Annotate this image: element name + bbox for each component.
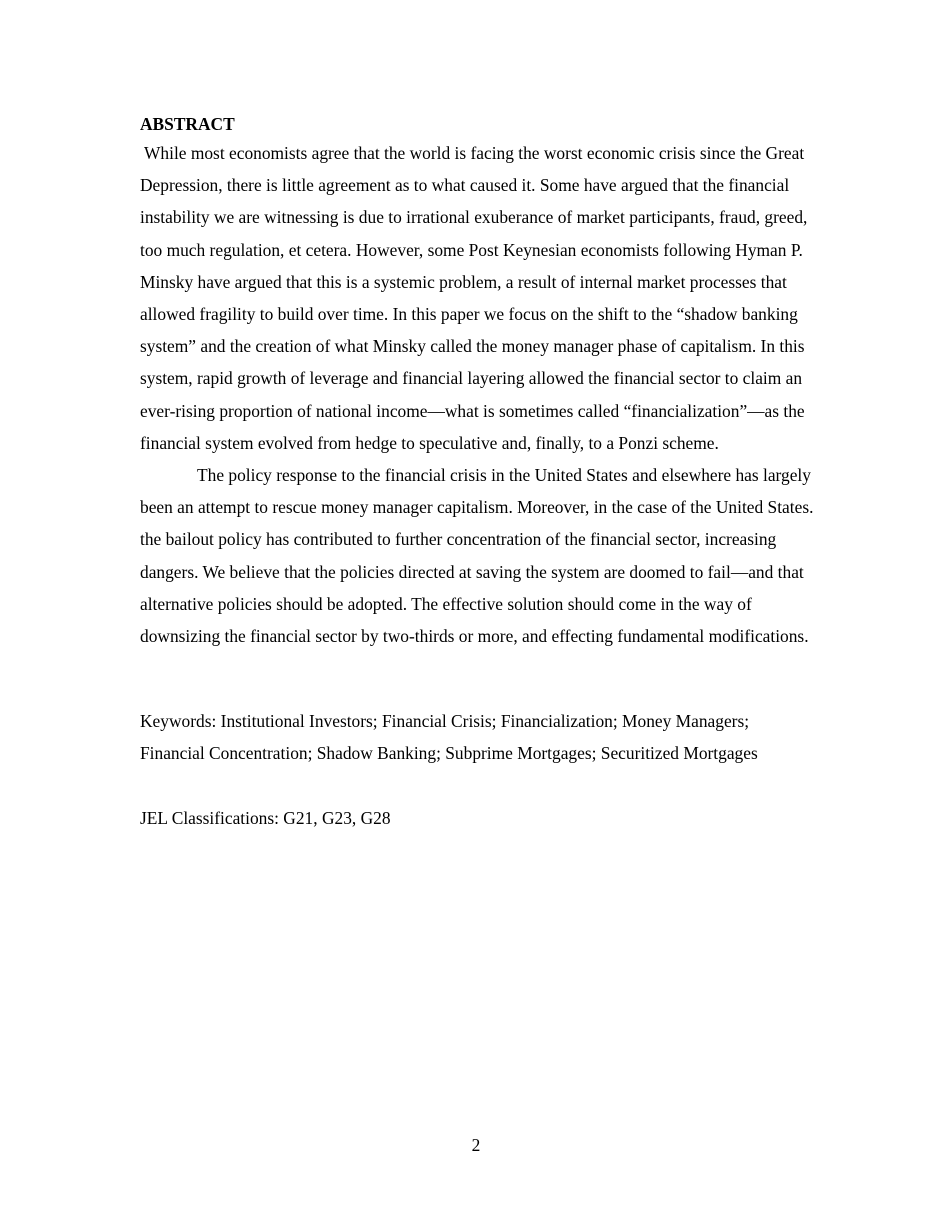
abstract-heading: ABSTRACT (140, 114, 235, 134)
abstract-section (140, 111, 816, 834)
jel-classifications: JEL Classifications: G21, G23, G28 (140, 807, 391, 828)
abstract-paragraph-2: The policy response to the financial crisis in the United States and elsewhere has largely been an attempt to rescue money manager capitalism. Moreover, in the case of the United States. the bailout policy has contributed to further concentration of the financial sector, increasing dangers. We believe that the policies directed at saving the system are doomed to fail—and that alternative policies should be adopted. The effective solution should come in the way of downsizing the financial sector by two-thirds or more, and effecting fundamental modifications. (140, 465, 814, 647)
page-number: 2 (471, 1135, 481, 1155)
abstract-paragraph-1: While most economists agree that the world is facing the worst economic crisis since the Great Depression, there is little agreement as to what caused it. Some have argued that the financial instability we are witnessing is due to irrational exuberance of market participants, fraud, greed, too much regulation, et cetera. However, some Post Keynesian economists following Hyman P. Minsky have argued that this is a systemic problem, a result of internal market processes that allowed fragility to build over time. In this paper we focus on the shift to the “shadow banking system” and the creation of what Minsky called the money manager phase of capitalism. In this system, rapid growth of leverage and financial layering allowed the financial sector to claim an ever-rising proportion of national income—what is sometimes called “financialization”—as the financial system evolved from hedge to speculative and, finally, to a Ponzi scheme. (140, 143, 808, 453)
keywords-line: Keywords: Institutional Investors; Financial Crisis; Financialization; Money Managers; Financial Concentration; Shadow Banking; Subprime Mortgages; Securitized Mortgages (140, 711, 758, 764)
